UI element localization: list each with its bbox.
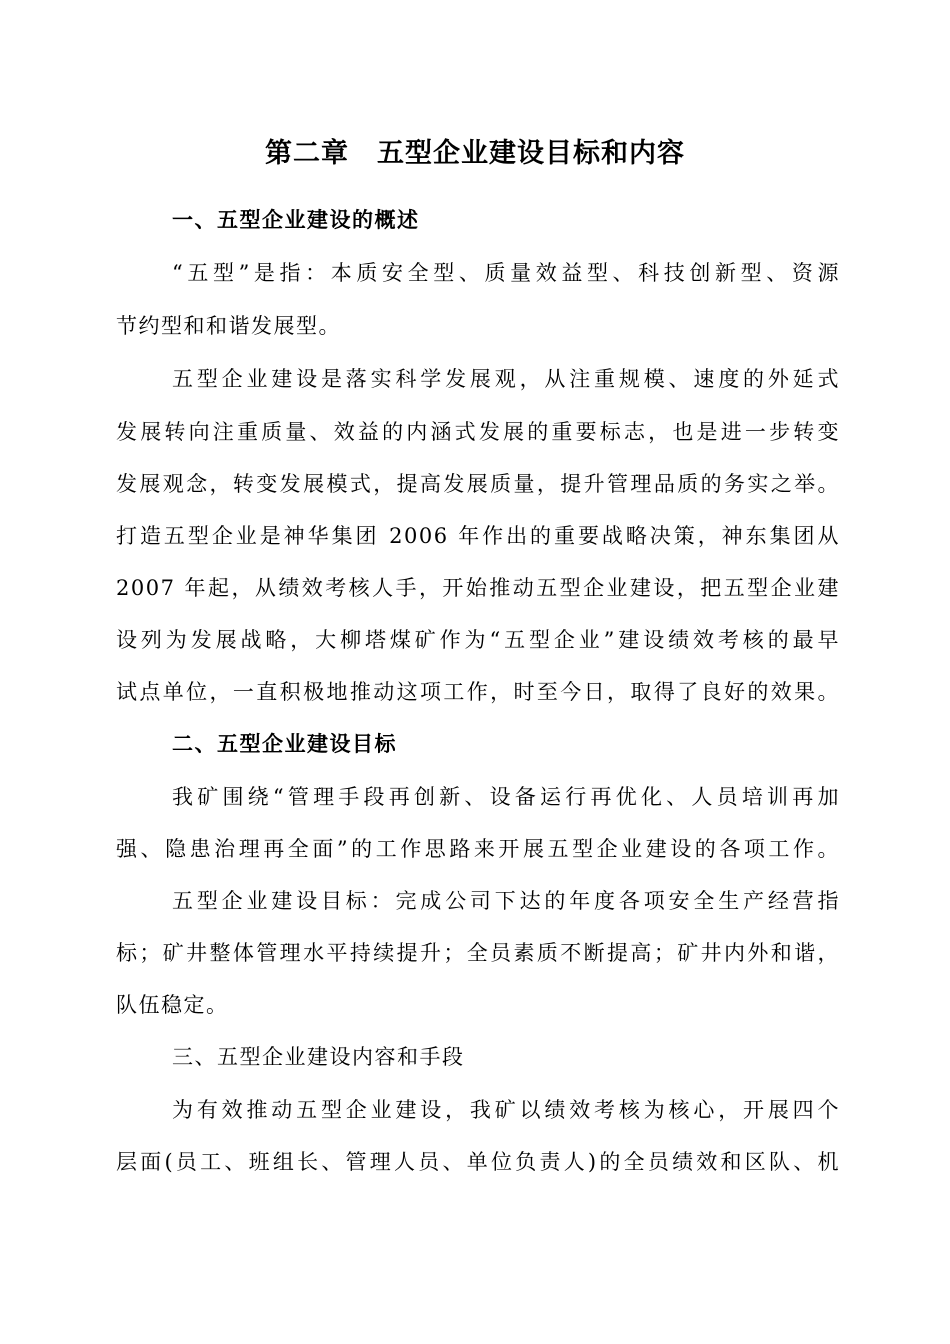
chapter-title: 第二章 五型企业建设目标和内容	[265, 138, 685, 169]
section-heading-1: 一、五型企业建设的概述	[172, 207, 420, 232]
paragraph-line: 2007 年起，从绩效考核人手，开始推动五型企业建设，把五型企业建	[116, 576, 840, 600]
paragraph-line: 五型企业建设目标：完成公司下达的年度各项安全生产经营指	[172, 889, 840, 913]
paragraph-line: 设列为发展战略，大柳塔煤矿作为“五型企业”建设绩效考核的最早	[116, 628, 840, 652]
paragraph-line: 队伍稳定。	[116, 993, 229, 1017]
paragraph-line: 发展转向注重质量、效益的内涵式发展的重要标志，也是进一步转变	[116, 420, 840, 444]
section-heading-3: 三、五型企业建设内容和手段	[172, 1045, 465, 1069]
paragraph-line: 标；矿井整体管理水平持续提升；全员素质不断提高；矿井内外和谐，	[116, 941, 840, 965]
paragraph-line: 发展观念，转变发展模式，提高发展质量，提升管理品质的务实之举。	[116, 472, 840, 496]
paragraph-line: 我矿围绕“管理手段再创新、设备运行再优化、人员培训再加	[172, 785, 840, 809]
paragraph-line: 层面(员工、班组长、管理人员、单位负责人)的全员绩效和区队、机	[116, 1150, 840, 1174]
paragraph-line: 打造五型企业是神华集团 2006 年作出的重要战略决策，神东集团从	[116, 524, 840, 548]
paragraph-line: 试点单位，一直积极地推动这项工作，时至今日，取得了良好的效果。	[116, 680, 840, 704]
paragraph-line: 五型企业建设是落实科学发展观，从注重规模、速度的外延式	[172, 367, 840, 391]
section-heading-2: 二、五型企业建设目标	[172, 731, 397, 756]
paragraph-line: 为有效推动五型企业建设，我矿以绩效考核为核心，开展四个	[172, 1098, 840, 1122]
paragraph-line: 节约型和和谐发展型。	[116, 314, 341, 338]
paragraph-line: 强、隐患治理再全面”的工作思路来开展五型企业建设的各项工作。	[116, 837, 840, 861]
paragraph-line: “五型”是指：本质安全型、质量效益型、科技创新型、资源	[172, 261, 840, 285]
